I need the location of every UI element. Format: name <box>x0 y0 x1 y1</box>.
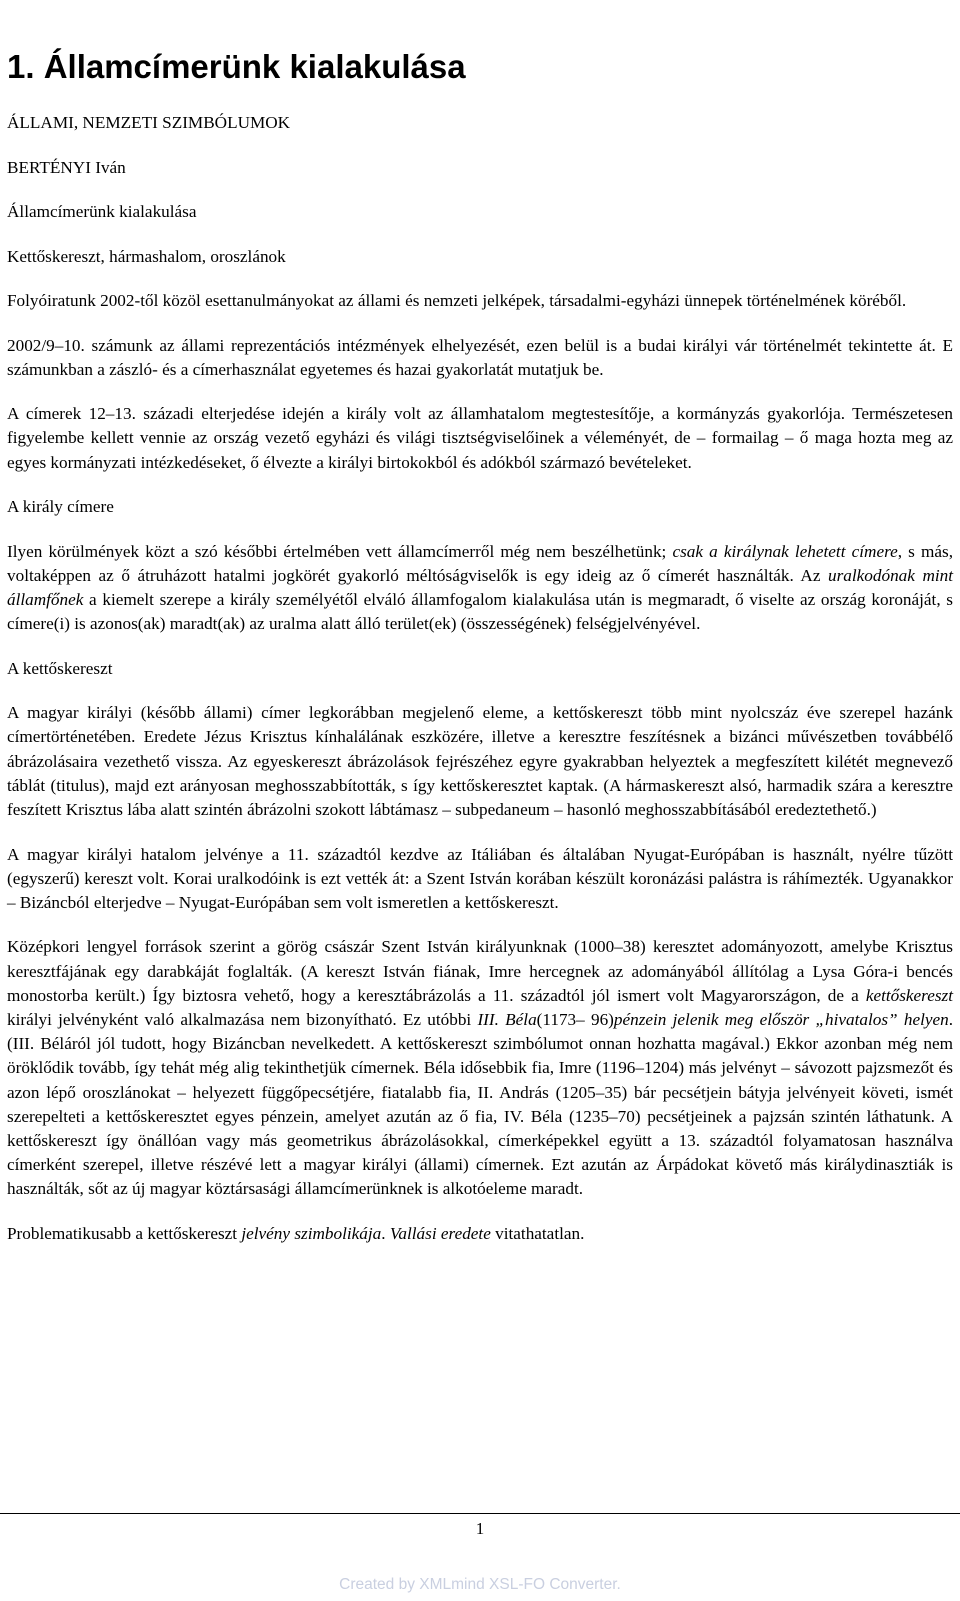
footer-divider <box>0 1513 960 1514</box>
text-run: királyi jelvényként való alkalmazása nem bizonyítható. Ez utóbbi <box>7 1010 478 1030</box>
body-paragraph <box>7 334 953 382</box>
text-run: A címerek 12–13. századi elterjedése idején a király volt az államhatalom megtestesítője, a kormányzás gyakorlója. Természetesen figyelembe kellett vennie az ország vezető egyházi és világi tisztségviselőinek a véleményét, de – formailag – ő maga hozta meg az egyes kormányzati intézkedéseket, ő élvezte a királyi birtokokból és adókból származó bevételeket. <box>7 404 953 472</box>
body-paragraph <box>7 843 953 916</box>
italic-text: kettőskereszt <box>865 985 953 1005</box>
heading-line <box>7 1222 953 1246</box>
text-run: Problematikusabb a kettőskereszt <box>7 1223 242 1243</box>
text-run: . <box>381 1223 390 1243</box>
text-run: A kettőskereszt <box>7 658 113 678</box>
converter-watermark: Created by XMLmind XSL-FO Converter. <box>339 1576 621 1593</box>
italic-text: Vallási eredete <box>389 1223 491 1243</box>
italic-text: pénzein jelenik meg először „hivatalos” helyen <box>613 1010 949 1030</box>
text-run: A magyar királyi hatalom jelvénye a 11. századtól kezdve az Itáliában és általában Nyugat-Európában is használt, nyélre tűzött (egyszerű) kereszt volt. Korai uralkodóink is ezt vették át: a Szent István korában készült koronázási palástra is ráhímezték. Ugyanakkor – Bizáncból elterjedve – Nyugat-Európában sem volt ismeretlen a kettőskereszt. <box>7 844 953 912</box>
document-body <box>7 111 953 1266</box>
text-run: Kettőskereszt, hármashalom, oroszlánok <box>7 246 286 266</box>
italic-text: III. Béla <box>477 1010 537 1030</box>
text-run: Ilyen körülmények közt a szó későbbi értelmében vett államcímerről még nem beszélhetünk; <box>7 541 673 561</box>
italic-text: csak a királynak lehetett címere <box>672 541 898 561</box>
text-run: ÁLLAMI, NEMZETI SZIMBÓLUMOK <box>7 113 291 132</box>
body-paragraph <box>7 402 953 475</box>
body-paragraph <box>7 935 953 1201</box>
heading-line <box>7 111 953 135</box>
text-run: , s más, voltaképpen az ő átruházott hatalmi jogkörét gyakorló méltóságviselők is egy ideig az ő címerét használták. Az <box>7 541 953 585</box>
body-paragraph <box>7 701 953 822</box>
heading-line <box>7 657 953 681</box>
text-run: A király címere <box>7 497 114 517</box>
page-title: 1. Államcímerünk kialakulása <box>7 48 466 85</box>
text-run: Államcímerünk kialakulása <box>7 202 197 221</box>
heading-line <box>7 245 953 269</box>
text-run: . (III. Béláról jól tudott, hogy Bizáncban nevelkedett. A kettőskereszt szimbólumot onnan hozhatta magával.) Ekkor azonban még nem öröklődik tovább, így tehát még alig tekinthetjük címernek. Béla idősebbik fia, Imre (1196–1204) más jelvényt – sávozott pajzsmezőt és azon lépő oroszlánokat – helyezett függőpecsétjére, fiatalabb fia, II. András (1205–35) bár pecsétjein bátyja jelvényeit követi, ismét szerepelteti a kettőskeresztet egyes pénzein, amelyet azután az ő fia, IV. Béla (1235–70) pecsétjeinek a pajzsán szintén láthatunk. A kettőskereszt így önállóan vagy más geometrikus ábrázolásokkal, címerképekkel együtt a 13. századtól folyamatosan használva címerként szerepel, illetve részévé lett a magyar királyi (állami) címernek. Ezt azután az Árpádokat követő más királydinasztiák is használták, sőt az új magyar köztársasági államcímerünknek is alkotóeleme maradt. <box>7 1010 954 1199</box>
page-number: 1 <box>475 1519 485 1538</box>
text-run: vitathatatlan. <box>490 1223 585 1243</box>
heading-line <box>7 156 953 180</box>
italic-text: jelvény szimbolikája <box>241 1223 382 1243</box>
text-run: a kiemelt szerepe a király személyétől elváló államfogalom kialakulása után is megmaradt, ő viselte az ország koronáját, s címere(i) is azonos(ak) maradt(ak) az uralma alatt álló terület(ek) (összességének) felségjelvényével. <box>7 590 953 634</box>
body-paragraph <box>7 289 953 313</box>
body-paragraph <box>7 540 953 637</box>
text-run: Középkori lengyel források szerint a görög császár Szent István királyunknak (1000–38) keresztet adományozott, amelybe Krisztus keresztfájának egy darabkáját foglalták. (A kereszt István fiának, Imre hercegnek az adományából állítólag a Lysa Góra-i bencés monostorba került.) Így biztosra vehető, hogy a keresztábrázolás a 11. századtól jól ismert volt Magyarországon, de a <box>7 937 953 1005</box>
italic-text: uralkodónak mint államfőnek <box>7 565 954 610</box>
text-run: BERTÉNYI Iván <box>7 157 126 177</box>
heading-line <box>7 200 953 224</box>
text-run: Folyóiratunk 2002-től közöl esettanulmányokat az állami és nemzeti jelképek, társadalmi-egyházi ünnepek történelmének köréből. <box>7 291 907 310</box>
text-run: (1173– 96) <box>536 1010 614 1030</box>
heading-line <box>7 495 953 519</box>
text-run: A magyar királyi (később állami) címer legkorábban megjelenő eleme, a kettőskereszt több mint nyolcszáz éve szerepel hazánk címertörténetében. Eredete Jézus Krisztus kínhalálának eszközére, illetve a keresztre feszítésnek a bizánci művészetben továbbélő ábrázolásaira vezethető vissza. Az egyeskereszt ábrázolások fejrészéhez egyre gyakrabban helyeztek a megfeszített kilétét megnevező táblát (titulus), majd ezt arányosan meghosszabbították, s így kettőskeresztet kaptak. (A hármaskereszt alsó, harmadik szára a keresztre feszített Krisztus lába alatt szintén ábrázolni szokott lábtámasz – subpedaneum – hasonló meghosszabbításából eredeztethető.) <box>7 703 953 820</box>
text-run: 2002/9–10. számunk az állami reprezentációs intézmények elhelyezését, ezen belül is a budai királyi vár történelmét tekintette át. E számunkban a zászló- és a címerhasználat egyetemes és hazai gyakorlatát mutatjuk be. <box>7 335 953 379</box>
